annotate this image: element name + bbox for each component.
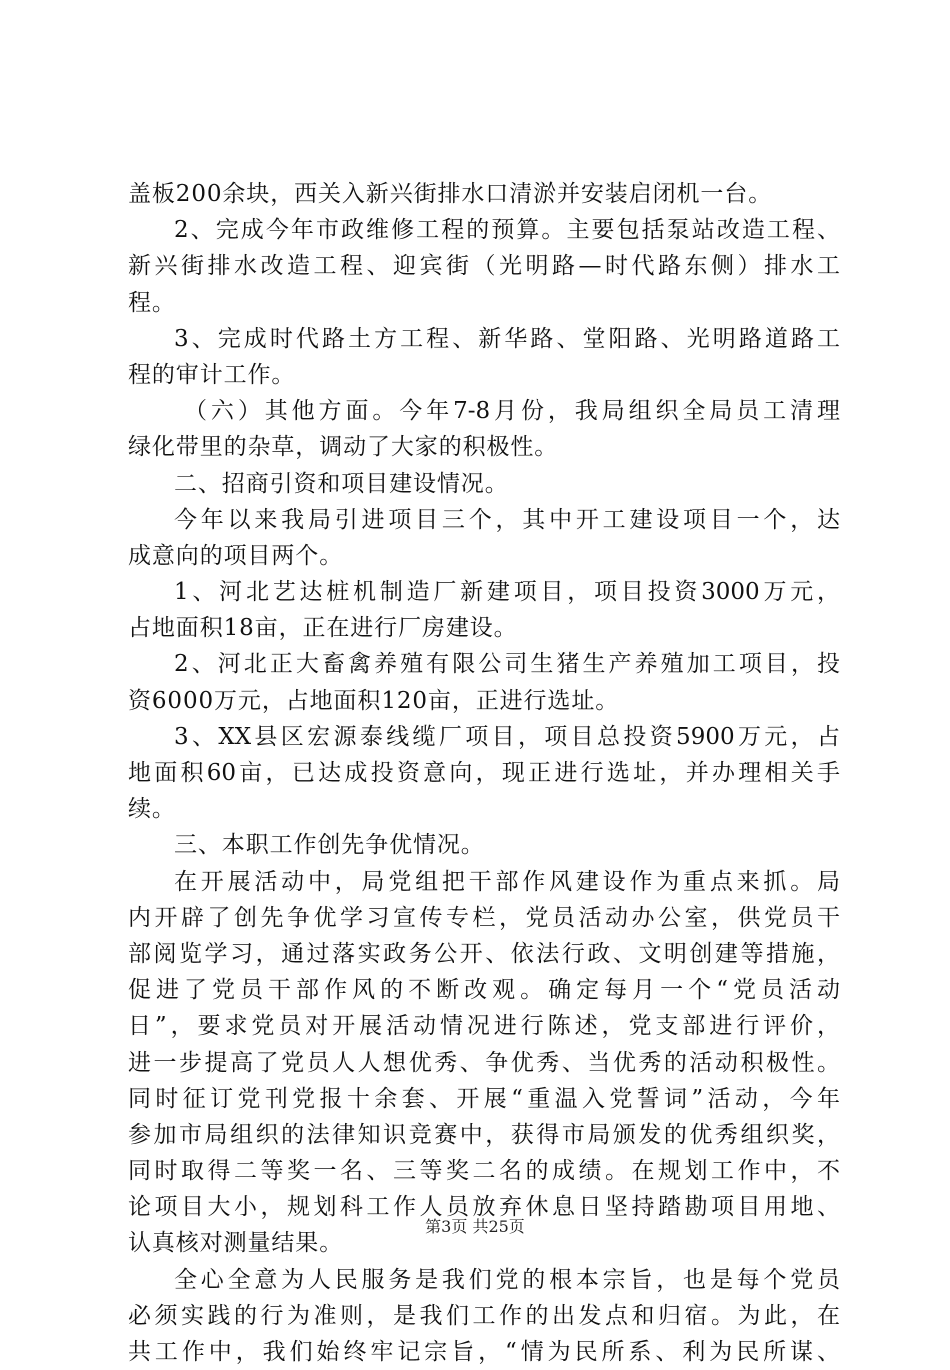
text-line: 认真核对测量结果。 (128, 1230, 344, 1257)
text-line: 地面积60亩，已达成投资意向，现正进行选址，并办理相关手 (128, 760, 840, 786)
text-line: 进一步提高了党员人人想优秀、争优秀、当优秀的活动积极性。 (128, 1049, 840, 1076)
text-line: 资6000万元，占地面积120亩，正进行选址。 (128, 687, 620, 714)
text-line: 共工作中，我们始终牢记宗旨，“情为民所系、利为民所谋、 (128, 1339, 840, 1365)
text-line: 3、完成时代路土方工程、新华路、堂阳路、光明路道路工 (174, 325, 840, 352)
text-line: 绿化带里的杂草，调动了大家的积极性。 (128, 434, 559, 461)
text-line: 程的审计工作。 (128, 361, 296, 388)
text-line: 成意向的项目两个。 (128, 542, 344, 569)
text-line: 内开辟了创先争优学习宣传专栏，党员活动办公室，供党员干 (128, 904, 840, 931)
page-footer: 第3页 共25页 (425, 1217, 525, 1236)
text-line: 全心全意为人民服务是我们党的根本宗旨，也是每个党员 (174, 1266, 840, 1293)
text-line: 2、河北正大畜禽养殖有限公司生猪生产养殖加工项目，投 (174, 651, 840, 678)
text-line: 续。 (128, 796, 176, 823)
text-line: 程。 (128, 289, 176, 316)
text-line: 在开展活动中，局党组把干部作风建设作为重点来抓。局 (174, 868, 840, 895)
text-line: 三、本职工作创先争优情况。 (174, 832, 485, 859)
text-line: 日”，要求党员对开展活动情况进行陈述，党支部进行评价， (128, 1013, 840, 1040)
text-line: 同时取得二等奖一名、三等奖二名的成绩。在规划工作中，不 (128, 1158, 840, 1185)
text-line: 盖板200余块，西关入新兴街排水口清淤并安装启闭机一台。 (128, 181, 773, 207)
text-line: 同时征订党刊党报十余套、开展“重温入党誓词”活动，今年 (128, 1085, 840, 1112)
text-line: 部阅览学习，通过落实政务公开、依法行政、文明创建等措施， (128, 940, 840, 967)
text-line: 新兴街排水改造工程、迎宾街（光明路—时代路东侧）排水工 (128, 253, 840, 280)
text-line: 二、招商引资和项目建设情况。 (174, 470, 509, 497)
text-line: 占地面积18亩，正在进行厂房建设。 (128, 615, 518, 642)
text-line: 2、完成今年市政维修工程的预算。主要包括泵站改造工程、 (174, 217, 840, 244)
text-line: 1、河北艺达桩机制造厂新建项目，项目投资3000万元， (174, 579, 840, 606)
text-line: 3、XX县区宏源泰线缆厂项目，项目总投资5900万元，占 (174, 723, 840, 750)
text-line: 必须实践的行为准则，是我们工作的出发点和归宿。为此，在 (128, 1302, 840, 1329)
document-body (128, 176, 840, 1370)
text-line: 今年以来我局引进项目三个，其中开工建设项目一个，达 (174, 506, 840, 533)
text-line: 参加市局组织的法律知识竞赛中，获得市局颁发的优秀组织奖， (128, 1121, 840, 1148)
text-line: 论项目大小，规划科工作人员放弃休息日坚持踏勘项目用地、 (128, 1194, 840, 1221)
text-line: （六）其他方面。今年7-8月份，我局组织全局员工清理 (184, 398, 840, 425)
text-line: 促进了党员干部作风的不断改观。确定每月一个“党员活动 (128, 977, 840, 1004)
